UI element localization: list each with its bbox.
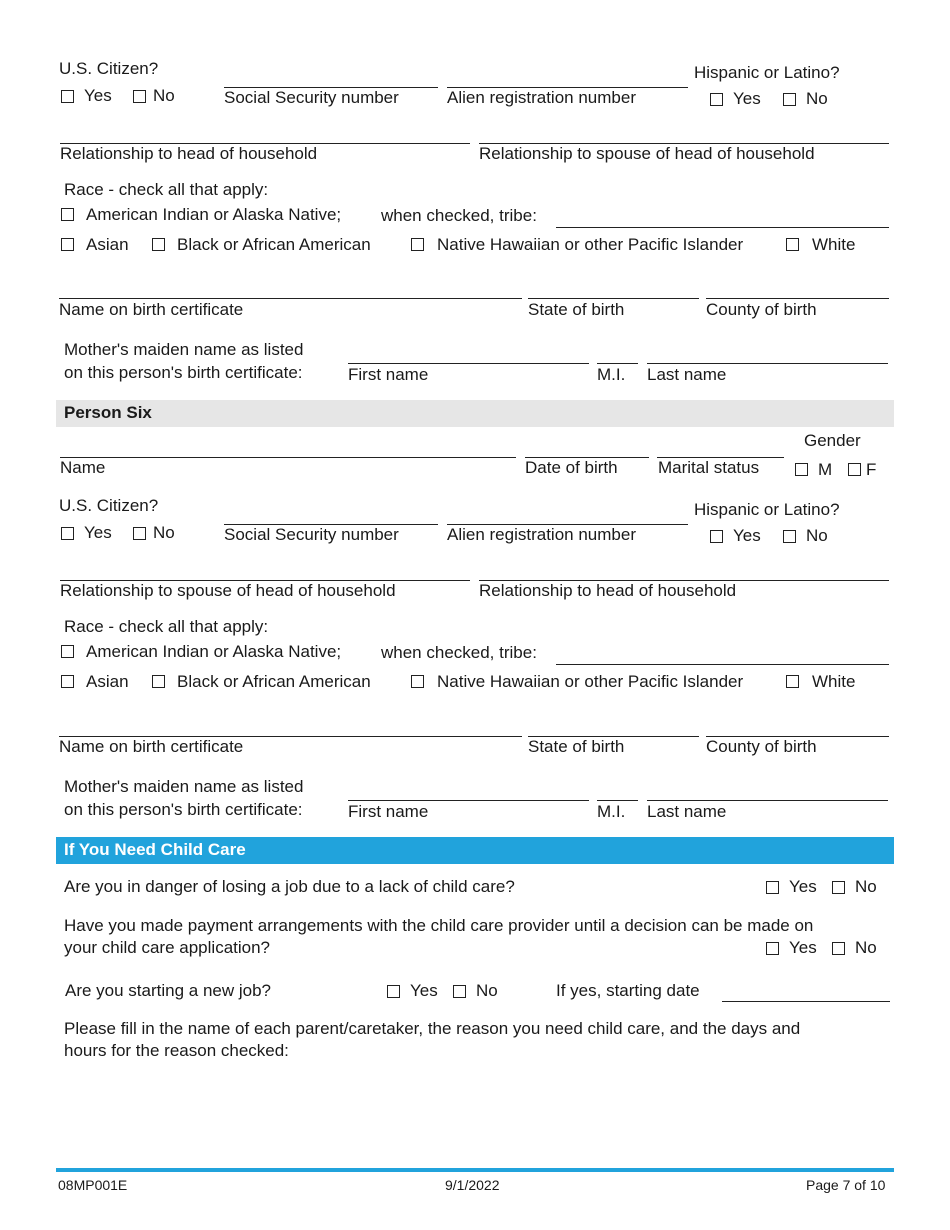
p6-relationship-head-label: Relationship to head of household xyxy=(479,581,737,600)
p6-race-hawaiian-label: Native Hawaiian or other Pacific Islander xyxy=(437,672,744,691)
hispanic-yes-checkbox[interactable] xyxy=(710,93,723,106)
relationship-head-label: Relationship to head of household xyxy=(60,144,318,163)
alien-registration-label: Alien registration number xyxy=(447,88,636,107)
cc-q1-no-checkbox[interactable] xyxy=(832,881,845,894)
state-of-birth-field[interactable] xyxy=(528,298,699,299)
county-of-birth-label: County of birth xyxy=(706,300,817,319)
mother-maiden-label-2: on this person's birth certificate: xyxy=(64,363,303,382)
p6-name-label: Name xyxy=(60,458,106,477)
child-care-header xyxy=(56,837,894,864)
p6-county-of-birth-label: County of birth xyxy=(706,737,817,756)
cc-q2-no-checkbox[interactable] xyxy=(832,942,845,955)
tribe-label: when checked, tribe: xyxy=(381,206,537,225)
cc-q2-yes-label: Yes xyxy=(789,938,817,957)
gender-label: Gender xyxy=(804,431,861,450)
p6-ssn-label: Social Security number xyxy=(224,525,399,544)
p6-race-american-indian-checkbox[interactable] xyxy=(61,645,74,658)
race-black-checkbox[interactable] xyxy=(152,238,165,251)
p6-hispanic-yes-checkbox[interactable] xyxy=(710,530,723,543)
hispanic-yes-label: Yes xyxy=(733,89,761,108)
p6-hispanic-no-label: No xyxy=(806,526,828,545)
p6-mother-mi-field[interactable] xyxy=(597,800,638,801)
mother-first-name-field[interactable] xyxy=(348,363,589,364)
child-care-title: If You Need Child Care xyxy=(64,840,246,859)
hispanic-label: Hispanic or Latino? xyxy=(694,63,840,82)
p6-us-citizen-no-label: No xyxy=(153,523,175,542)
race-american-indian-label: American Indian or Alaska Native; xyxy=(86,205,342,224)
race-hawaiian-label: Native Hawaiian or other Pacific Islander xyxy=(437,235,744,254)
race-american-indian-checkbox[interactable] xyxy=(61,208,74,221)
us-citizen-yes-checkbox[interactable] xyxy=(61,90,74,103)
p6-alien-label: Alien registration number xyxy=(447,525,636,544)
relationship-spouse-label: Relationship to spouse of head of household xyxy=(479,144,815,163)
us-citizen-no-label: No xyxy=(153,86,175,105)
p6-mother-first-name-label: First name xyxy=(348,802,429,821)
p6-hispanic-label: Hispanic or Latino? xyxy=(694,500,840,519)
p6-race-black-checkbox[interactable] xyxy=(152,675,165,688)
p6-state-of-birth-label: State of birth xyxy=(528,737,625,756)
p6-mother-maiden-label-1: Mother's maiden name as listed xyxy=(64,777,304,796)
cc-q2-label-2: your child care application? xyxy=(64,938,271,957)
p6-race-white-checkbox[interactable] xyxy=(786,675,799,688)
race-hawaiian-checkbox[interactable] xyxy=(411,238,424,251)
p6-race-white-label: White xyxy=(812,672,856,691)
p6-race-black-label: Black or African American xyxy=(177,672,371,691)
p6-race-american-indian-label: American Indian or Alaska Native; xyxy=(86,642,342,661)
state-of-birth-label: State of birth xyxy=(528,300,625,319)
footer-page-number: Page 7 of 10 xyxy=(806,1177,886,1193)
cc-q2-no-label: No xyxy=(855,938,877,957)
birth-certificate-name-field[interactable] xyxy=(59,298,522,299)
p6-marital-label: Marital status xyxy=(658,458,760,477)
p6-mother-last-name-field[interactable] xyxy=(647,800,888,801)
race-white-checkbox[interactable] xyxy=(786,238,799,251)
cc-q4-label-2: hours for the reason checked: xyxy=(64,1041,289,1060)
cc-q2-yes-checkbox[interactable] xyxy=(766,942,779,955)
mother-last-name-label: Last name xyxy=(647,365,727,384)
cc-q2-label-1: Have you made payment arrangements with the child care provider until a decision can be made on xyxy=(64,916,814,935)
mother-last-name-field[interactable] xyxy=(647,363,888,364)
cc-q3-no-checkbox[interactable] xyxy=(453,985,466,998)
cc-q1-label: Are you in danger of losing a job due to a lack of child care? xyxy=(64,877,515,896)
p6-mother-first-name-field[interactable] xyxy=(348,800,589,801)
cc-start-date-field[interactable] xyxy=(722,1001,890,1002)
p6-mother-last-name-label: Last name xyxy=(647,802,727,821)
race-black-label: Black or African American xyxy=(177,235,371,254)
cc-q3-yes-label: Yes xyxy=(410,981,438,1000)
cc-q1-yes-checkbox[interactable] xyxy=(766,881,779,894)
p6-us-citizen-yes-label: Yes xyxy=(84,523,112,542)
footer-rule xyxy=(56,1168,894,1172)
p6-mother-mi-label: M.I. xyxy=(597,802,626,821)
p6-race-hawaiian-checkbox[interactable] xyxy=(411,675,424,688)
county-of-birth-field[interactable] xyxy=(706,298,889,299)
p6-tribe-field[interactable] xyxy=(556,664,889,665)
p6-name-field[interactable] xyxy=(60,457,516,458)
gender-m-checkbox[interactable] xyxy=(795,463,808,476)
cc-q1-no-label: No xyxy=(855,877,877,896)
us-citizen-label: U.S. Citizen? xyxy=(59,59,159,78)
hispanic-no-label: No xyxy=(806,89,828,108)
p6-relationship-spouse-label: Relationship to spouse of head of household xyxy=(60,581,396,600)
gender-f-label: F xyxy=(866,460,877,479)
p6-us-citizen-label: U.S. Citizen? xyxy=(59,496,159,515)
p6-race-asian-label: Asian xyxy=(86,672,129,691)
cc-q3-no-label: No xyxy=(476,981,498,1000)
p6-race-title: Race - check all that apply: xyxy=(64,617,269,636)
cc-q3-label: Are you starting a new job? xyxy=(65,981,272,1000)
p6-us-citizen-no-checkbox[interactable] xyxy=(133,527,146,540)
footer-date: 9/1/2022 xyxy=(445,1177,500,1193)
tribe-field[interactable] xyxy=(556,227,889,228)
mother-maiden-label-1: Mother's maiden name as listed xyxy=(64,340,304,359)
hispanic-no-checkbox[interactable] xyxy=(783,93,796,106)
p6-tribe-label: when checked, tribe: xyxy=(381,643,537,662)
us-citizen-yes-label: Yes xyxy=(84,86,112,105)
p6-race-asian-checkbox[interactable] xyxy=(61,675,74,688)
p6-hispanic-no-checkbox[interactable] xyxy=(783,530,796,543)
person-six-title: Person Six xyxy=(64,403,152,422)
p6-hispanic-yes-label: Yes xyxy=(733,526,761,545)
race-asian-checkbox[interactable] xyxy=(61,238,74,251)
birth-certificate-name-label: Name on birth certificate xyxy=(59,300,244,319)
cc-q3-yes-checkbox[interactable] xyxy=(387,985,400,998)
p6-mother-maiden-label-2: on this person's birth certificate: xyxy=(64,800,303,819)
us-citizen-no-checkbox[interactable] xyxy=(133,90,146,103)
person-six-header xyxy=(56,400,894,427)
race-asian-label: Asian xyxy=(86,235,129,254)
footer-form-id: 08MP001E xyxy=(58,1177,128,1193)
cc-start-date-label: If yes, starting date xyxy=(556,981,700,1000)
p6-us-citizen-yes-checkbox[interactable] xyxy=(61,527,74,540)
gender-f-checkbox[interactable] xyxy=(848,463,861,476)
cc-q4-label-1: Please fill in the name of each parent/caretaker, the reason you need child care, and the days and xyxy=(64,1019,801,1038)
mother-first-name-label: First name xyxy=(348,365,429,384)
cc-q1-yes-label: Yes xyxy=(789,877,817,896)
race-title: Race - check all that apply: xyxy=(64,180,269,199)
mother-mi-field[interactable] xyxy=(597,363,638,364)
ssn-label: Social Security number xyxy=(224,88,399,107)
p6-dob-label: Date of birth xyxy=(525,458,618,477)
p6-birth-certificate-name-label: Name on birth certificate xyxy=(59,737,244,756)
race-white-label: White xyxy=(812,235,856,254)
mother-mi-label: M.I. xyxy=(597,365,626,384)
gender-m-label: M xyxy=(818,460,833,479)
